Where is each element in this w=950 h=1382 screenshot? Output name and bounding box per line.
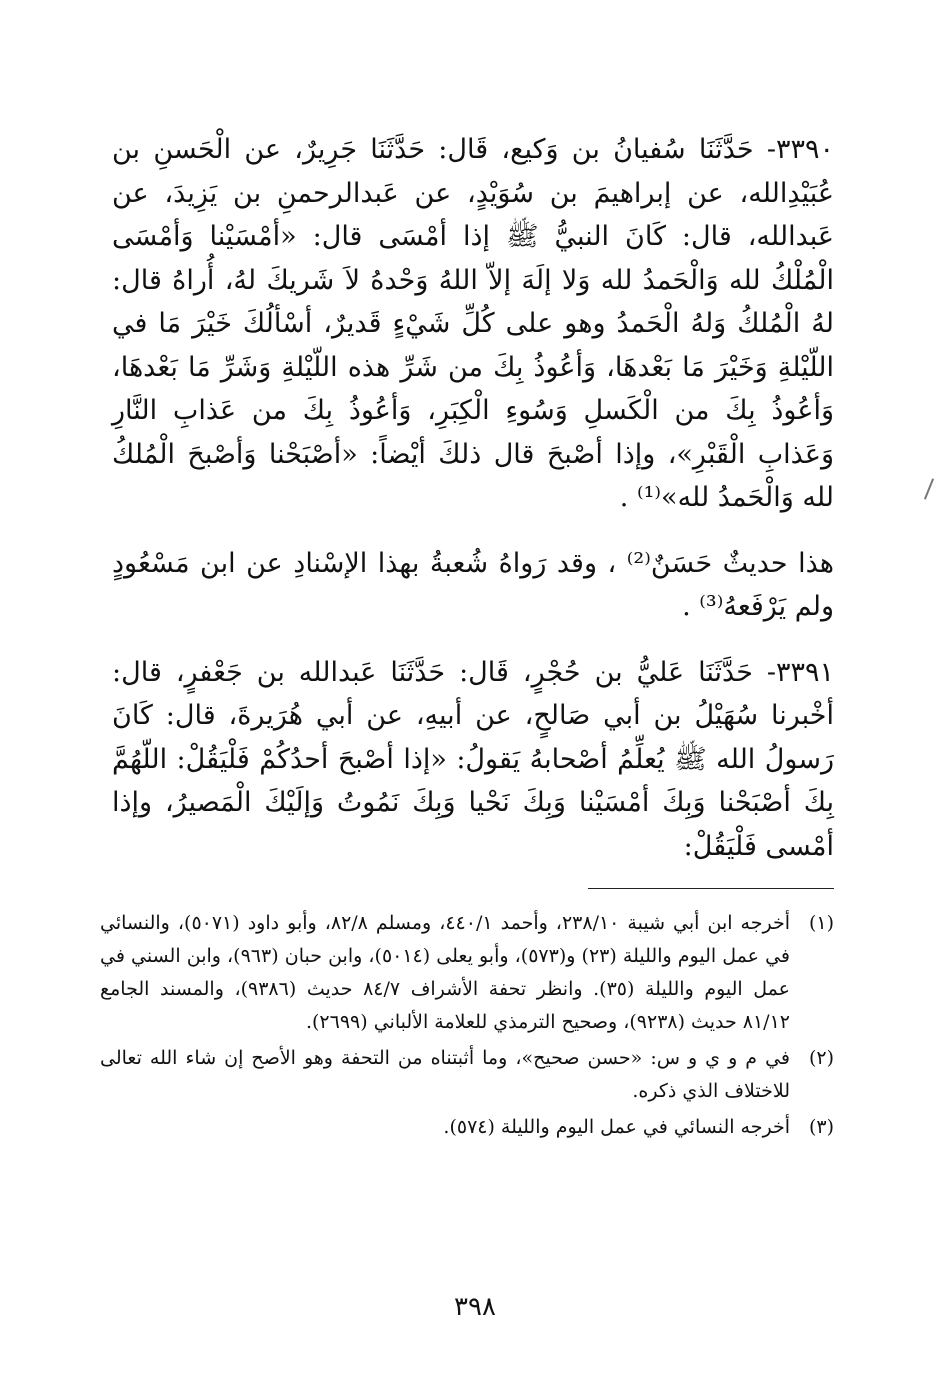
footnote-number: (٢) <box>808 1047 834 1069</box>
footnote-text: في م و ي و س: «حسن صحيح»، وما أثبتناه من التحفة وهو الأصح إن شاء الله تعالى للاختلاف الذي ذكره. <box>100 1047 790 1102</box>
footnotes-section <box>100 907 834 1147</box>
hadith-3391-paragraph: ٣٣٩١- حَدَّثَنَا عَليُّ بن حُجْرٍ، قَال: حَدَّثَنَا عَبدالله بن جَعْفرٍ، قال: أخْبرنا سُهَيْلُ بن أبي صَالحٍ، عن أبيهِ، عن أبي هُرَيرةَ، قال: كَانَ رَسولُ الله ﷺ يُعلِّمُ أصْحابهُ يَقولُ: «إذا أصْبحَ أحدُكُمْ فَلْيَقُلْ: اللّهُمَّ بِكَ أصْبَحْنا وَبِكَ أمْسَيْنا وَبِكَ نَحْيا وَبِكَ نَمُوتُ وَإلَيْكَ الْمَصيرُ، وإذا أمْسى فَلْيَقُلْ: <box>112 656 834 862</box>
page-number: ٣٩٨ <box>454 1292 496 1322</box>
footnote-2 <box>100 1042 834 1108</box>
hadith-3390-paragraph: ٣٣٩٠- حَدَّثَنَا سُفيانُ بن وَكيع، قَال: حَدَّثَنَا جَرِيرٌ، عن الْحَسنِ بن عُبَيْدِالله، عن إبراهيمَ بن سُوَيْدٍ، عن عَبدالرحمنِ بن يَزِيدَ، عن عَبدالله، قال: كَانَ النبيُّ ﷺ إذا أمْسَى قال: «أمْسَيْنا وَأمْسَى الْمُلْكُ لله وَالْحَمدُ لله وَلا إلَهَ إلاّ اللهُ وَحْدهُ لاَ شَريكَ لهُ، أُراهُ قال: لهُ الْمُلكُ وَلهُ الْحَمدُ وهو على كُلِّ شَيْءٍ قَديرٌ، أسْألُكَ خَيْرَ مَا في اللّيْلةِ وَخَيْرَ مَا بَعْدهَا، وَأعُوذُ بِكَ من شَرِّ هذه اللّيْلةِ وَشَرِّ مَا بَعْدهَا، وَأعُوذُ بِكَ من الْكَسلِ وَسُوءِ الْكِبَرِ، وَأعُوذُ بِكَ من عَذابِ النَّارِ وَعَذابِ الْقَبْرِ»، وإذا أصْبحَ قال ذلكَ أيْضاً: «أصْبَحْنا وَأصْبحَ الْمُلكُ لله وَالْحَمدُ لله»⁽¹⁾ . <box>112 134 834 513</box>
footnote-text: أخرجه النسائي في عمل اليوم والليلة (٥٧٤). <box>443 1116 790 1138</box>
footnote-text: أخرجه ابن أبي شيبة ٢٣٨/١٠، وأحمد ٤٤٠/١، ومسلم ٨٢/٨، وأبو داود (٥٠٧١)، والنسائي في عمل اليوم والليلة (٢٣) و(٥٧٣)، وأبو يعلى (٥٠١٤)، وابن حبان (٩٦٣)، وابن السني في عمل اليوم والليلة (٣٥). وانظر تحفة الأشراف ٨٤/٧ حديث (٩٣٨٦)، والمسند الجامع ٨١/١٢ حديث (٩٢٣٨)، وصحيح الترمذي للعلامة الألباني (٢٦٩٩). <box>100 912 791 1033</box>
footnote-1 <box>100 907 834 1039</box>
footnote-number: (٣) <box>808 1116 834 1138</box>
footnote-3 <box>100 1111 834 1144</box>
grading-note-paragraph: هذا حديثٌ حَسَنٌ⁽²⁾ ، وقد رَواهُ شُعبةُ بهذا الإسْنادِ عن ابن مَسْعُودٍ ولم يَرْفَعهُ⁽³⁾ . <box>112 547 834 622</box>
margin-pencil-mark <box>924 478 934 499</box>
main-text-body <box>112 128 834 868</box>
footnote-divider <box>588 888 834 889</box>
footnote-number: (١) <box>808 912 834 934</box>
